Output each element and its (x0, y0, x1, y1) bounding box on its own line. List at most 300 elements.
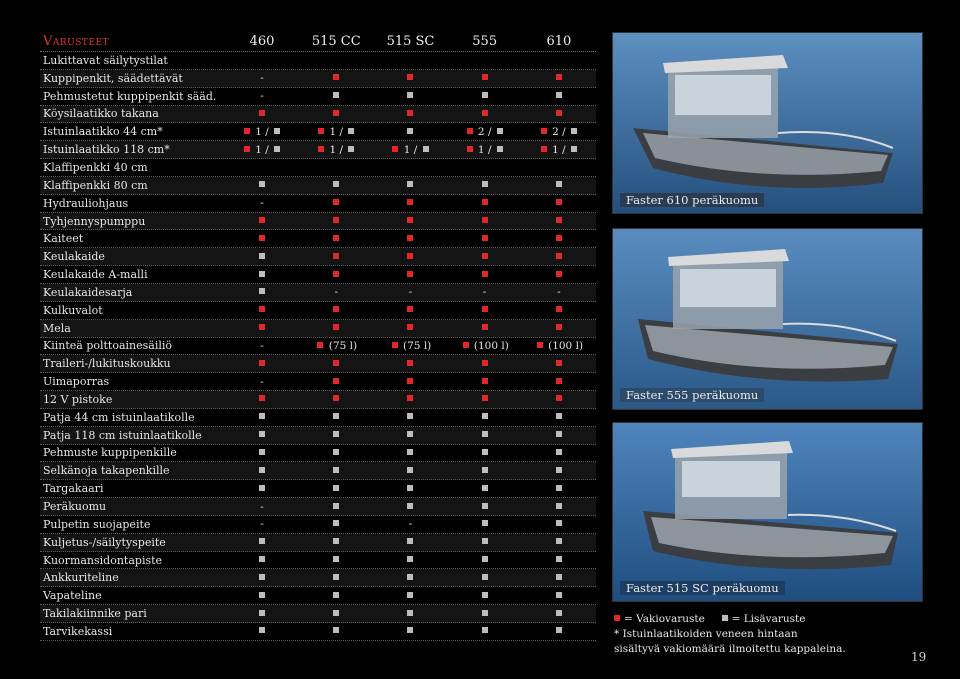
cell-515cc (299, 536, 373, 548)
equipment-name: Kulkuvalot (43, 303, 103, 317)
standard-marker-icon (482, 271, 488, 277)
cell-555 (448, 465, 522, 477)
cell-555 (448, 501, 522, 513)
cell-515sc (373, 144, 447, 156)
optional-marker-icon (259, 271, 265, 277)
cell-515cc (299, 126, 373, 138)
optional-marker-icon (571, 146, 577, 152)
cell-460 (225, 572, 299, 584)
cell-text: l) (349, 339, 358, 352)
optional-marker-icon (333, 449, 339, 455)
cell-555 (448, 179, 522, 191)
cell-515cc (299, 358, 373, 370)
optional-marker-icon (333, 485, 339, 491)
optional-marker-icon (407, 627, 413, 633)
cell-610 (522, 233, 596, 245)
cell-515sc (373, 108, 447, 120)
cell-610 (522, 72, 596, 84)
standard-marker-icon (333, 360, 339, 366)
standard-marker-icon (482, 74, 488, 80)
standard-marker-icon (537, 342, 543, 348)
optional-marker-icon (482, 413, 488, 419)
optional-marker-icon (259, 181, 265, 187)
optional-marker-icon (556, 627, 562, 633)
equipment-name: Hydrauliohjaus (43, 196, 129, 210)
standard-marker-icon (407, 378, 413, 384)
equipment-name: Uimaporras (43, 375, 110, 389)
cell-text: - (260, 197, 264, 210)
cell-text: - (260, 90, 264, 103)
cell-555 (448, 126, 522, 138)
optional-marker-icon (333, 556, 339, 562)
standard-marker-icon (482, 395, 488, 401)
boat-image-515sc (613, 423, 922, 601)
optional-marker-icon (333, 538, 339, 544)
equipment-name: Istuinlaatikko 44 cm* (43, 125, 163, 139)
cell-610 (522, 269, 596, 281)
optional-marker-icon (497, 128, 503, 134)
cell-610 (522, 536, 596, 548)
standard-marker-icon (333, 253, 339, 259)
standard-marker-icon (556, 74, 562, 80)
standard-marker-icon (259, 306, 265, 312)
cell-text: (100 (544, 339, 576, 352)
cell-555 (448, 536, 522, 548)
table-row (40, 159, 596, 177)
standard-marker-icon (317, 342, 323, 348)
cell-610 (522, 108, 596, 120)
optional-marker-icon (333, 503, 339, 509)
cell-text: / (265, 125, 273, 138)
table-row (40, 141, 596, 159)
standard-marker-icon (463, 342, 469, 348)
cell-515cc (299, 90, 373, 102)
cell-460 (225, 179, 299, 191)
table-row (40, 552, 596, 570)
standard-marker-icon (467, 128, 473, 134)
cell-515cc (299, 322, 373, 334)
equipment-name: Keulakaide A-malli (43, 268, 148, 282)
equipment-name: Kuppipenkit, säädettävät (43, 71, 183, 85)
optional-marker-icon (259, 538, 265, 544)
cell-515cc (299, 108, 373, 120)
cell-555 (448, 393, 522, 405)
optional-marker-icon (407, 431, 413, 437)
equipment-name: Mela (43, 321, 71, 335)
equipment-name: Köysilaatikko takana (43, 107, 159, 121)
cell-515cc (299, 590, 373, 602)
equipment-name: Pehmuste kuppipenkille (43, 446, 177, 460)
cell-515cc (299, 483, 373, 495)
equipment-name: Istuinlaatikko 118 cm* (43, 143, 170, 157)
cell-515sc (373, 322, 447, 334)
table-row (40, 266, 596, 284)
cell-555 (448, 269, 522, 281)
cell-610 (522, 483, 596, 495)
cell-text: / (339, 143, 347, 156)
cell-460 (225, 322, 299, 334)
cell-460 (225, 393, 299, 405)
standard-marker-icon (259, 395, 265, 401)
optional-marker-icon (407, 556, 413, 562)
table-row (40, 177, 596, 195)
cell-515sc (373, 376, 447, 388)
optional-marker-icon (482, 485, 488, 491)
page-number: 19 (911, 650, 927, 664)
cell-610 (522, 608, 596, 620)
cell-460 (225, 465, 299, 477)
cell-555 (448, 340, 522, 352)
table-row (40, 498, 596, 516)
cell-460 (225, 251, 299, 263)
cell-515sc (373, 126, 447, 138)
optional-marker-icon (274, 128, 280, 134)
cell-555 (448, 554, 522, 566)
standard-marker-icon (407, 271, 413, 277)
legend (614, 612, 846, 657)
cell-text: / (487, 125, 495, 138)
cell-555 (448, 590, 522, 602)
table-row (40, 462, 596, 480)
optional-marker-icon (482, 627, 488, 633)
cell-text: (75 (399, 339, 424, 352)
cell-515sc (373, 590, 447, 602)
equipment-name: Takilakiinnike pari (43, 607, 147, 621)
cell-text: 1 (400, 143, 414, 156)
boat-photo-555 (612, 228, 923, 410)
cell-460 (225, 411, 299, 423)
cell-460 (225, 144, 299, 156)
cell-555 (448, 251, 522, 263)
cell-515sc (373, 554, 447, 566)
cell-text: - (408, 286, 413, 299)
equipment-name: Ankkuriteline (43, 571, 119, 585)
standard-marker-icon (259, 360, 265, 366)
optional-marker-icon (333, 610, 339, 616)
cell-460 (225, 429, 299, 441)
cell-610 (522, 358, 596, 370)
cell-555 (448, 429, 522, 441)
cell-610 (522, 447, 596, 459)
cell-555 (448, 411, 522, 423)
cell-515sc (373, 501, 447, 513)
optional-marker-icon (259, 610, 265, 616)
table-title: Varusteet (43, 34, 110, 49)
standard-marker-icon (482, 199, 488, 205)
cell-515cc (299, 465, 373, 477)
cell-555 (448, 144, 522, 156)
cell-text: - (260, 339, 264, 352)
caption-515sc: Faster 515 SC peräkuomu (620, 581, 785, 595)
cell-515cc (299, 501, 373, 513)
optional-marker-icon (407, 485, 413, 491)
optional-marker-icon (482, 181, 488, 187)
standard-marker-icon (556, 235, 562, 241)
standard-marker-icon (482, 306, 488, 312)
caption-610: Faster 610 peräkuomu (620, 193, 764, 207)
optional-marker-icon (482, 538, 488, 544)
cell-text: 2 (474, 125, 488, 138)
cell-460 (225, 608, 299, 620)
cell-610 (522, 251, 596, 263)
cell-555 (448, 215, 522, 227)
cell-515sc (373, 340, 447, 352)
optional-marker-icon (556, 538, 562, 544)
optional-marker-icon (259, 431, 265, 437)
optional-marker-icon (482, 503, 488, 509)
legend-note-line1: * Istuinlaatikoiden veneen hintaan (614, 628, 798, 640)
optional-marker-icon (259, 253, 265, 259)
optional-marker-icon (259, 556, 265, 562)
cell-text: - (408, 518, 413, 531)
equipment-name: Vapateline (43, 589, 102, 603)
cell-460 (225, 269, 299, 281)
cell-text: / (562, 125, 570, 138)
optional-marker-icon (482, 556, 488, 562)
optional-marker-icon (407, 413, 413, 419)
standard-marker-icon (556, 110, 562, 116)
table-row (40, 302, 596, 320)
cell-460 (225, 554, 299, 566)
cell-610 (522, 322, 596, 334)
optional-marker-icon (556, 181, 562, 187)
table-row (40, 373, 596, 391)
cell-515sc (373, 358, 447, 370)
cell-text: - (557, 286, 561, 299)
cell-460 (225, 536, 299, 548)
table-row (40, 88, 596, 106)
cell-610 (522, 393, 596, 405)
cell-515cc (299, 340, 373, 352)
standard-marker-icon (333, 235, 339, 241)
table-header (40, 32, 596, 52)
table-row (40, 195, 596, 213)
standard-marker-icon (333, 110, 339, 116)
equipment-name: Kiinteä polttoainesäiliö (43, 339, 173, 353)
standard-marker-icon (556, 306, 562, 312)
optional-marker-icon (259, 413, 265, 419)
cell-515sc (373, 608, 447, 620)
standard-marker-icon (556, 253, 562, 259)
cell-610 (522, 126, 596, 138)
cell-515cc (299, 554, 373, 566)
standard-marker-icon (333, 74, 339, 80)
optional-marker-icon (333, 181, 339, 187)
optional-marker-icon (407, 592, 413, 598)
table-row (40, 480, 596, 498)
cell-515sc (373, 90, 447, 102)
cell-515cc (299, 376, 373, 388)
equipment-name: Kuljetus-/säilytyspeite (43, 535, 166, 549)
cell-460 (225, 286, 299, 298)
optional-marker-icon (274, 146, 280, 152)
cell-text: - (260, 518, 264, 531)
cell-text: l) (423, 339, 432, 352)
cell-515cc (299, 304, 373, 316)
standard-marker-icon (318, 128, 324, 134)
cell-text: - (260, 72, 264, 85)
cell-460 (225, 233, 299, 245)
cell-515sc (373, 233, 447, 245)
optional-marker-icon (722, 615, 728, 621)
cell-515sc (373, 411, 447, 423)
optional-marker-icon (556, 92, 562, 98)
cell-610 (522, 376, 596, 388)
optional-marker-icon (556, 431, 562, 437)
optional-marker-icon (556, 574, 562, 580)
standard-marker-icon (244, 146, 250, 152)
optional-marker-icon (348, 146, 354, 152)
standard-marker-icon (482, 217, 488, 223)
cell-515sc (373, 447, 447, 459)
cell-610 (522, 197, 596, 209)
optional-marker-icon (482, 610, 488, 616)
equipment-name: Pehmustetut kuppipenkit sääd. (43, 89, 217, 103)
cell-text: 1 (474, 143, 488, 156)
cell-515cc (299, 72, 373, 84)
standard-marker-icon (556, 395, 562, 401)
optional-marker-icon (556, 610, 562, 616)
cell-515sc (373, 465, 447, 477)
cell-460 (225, 215, 299, 227)
cell-515cc (299, 429, 373, 441)
table-row (40, 427, 596, 445)
table-row (40, 587, 596, 605)
cell-515cc (299, 286, 373, 298)
optional-marker-icon (556, 520, 562, 526)
equipment-name: 12 V pistoke (43, 392, 113, 406)
cell-515cc (299, 518, 373, 530)
cell-515sc (373, 536, 447, 548)
cell-515cc (299, 447, 373, 459)
cell-555 (448, 608, 522, 620)
optional-marker-icon (333, 431, 339, 437)
cell-610 (522, 429, 596, 441)
cell-text: (100 (470, 339, 502, 352)
standard-marker-icon (556, 360, 562, 366)
standard-marker-icon (333, 217, 339, 223)
cell-610 (522, 144, 596, 156)
equipment-name: Tyhjennyspumppu (43, 214, 146, 228)
equipment-name: Keulakaidesarja (43, 285, 133, 299)
legend-optional-label: = Lisävaruste (731, 613, 806, 625)
cell-555 (448, 233, 522, 245)
standard-marker-icon (244, 128, 250, 134)
cell-460 (225, 447, 299, 459)
optional-marker-icon (259, 574, 265, 580)
standard-marker-icon (482, 378, 488, 384)
cell-text: (75 (325, 339, 350, 352)
cell-515sc (373, 72, 447, 84)
cell-460 (225, 304, 299, 316)
cell-610 (522, 625, 596, 637)
cell-515cc (299, 572, 373, 584)
cell-text: l) (575, 339, 584, 352)
cell-610 (522, 501, 596, 513)
cell-460 (225, 126, 299, 138)
equipment-table (40, 32, 596, 641)
cell-text: / (562, 143, 570, 156)
cell-515cc (299, 269, 373, 281)
cell-610 (522, 286, 596, 298)
optional-marker-icon (497, 146, 503, 152)
table-row (40, 284, 596, 302)
cell-555 (448, 518, 522, 530)
equipment-name: Targakaari (43, 482, 104, 496)
cell-515cc (299, 608, 373, 620)
standard-marker-icon (482, 360, 488, 366)
boat-image-555 (613, 229, 922, 409)
table-row (40, 355, 596, 373)
standard-marker-icon (407, 395, 413, 401)
equipment-name: Traileri-/lukituskoukku (43, 357, 171, 371)
optional-marker-icon (556, 556, 562, 562)
optional-marker-icon (407, 503, 413, 509)
table-row (40, 123, 596, 141)
table-row (40, 230, 596, 248)
cell-555 (448, 286, 522, 298)
model-555-header: 555 (472, 34, 498, 49)
cell-460 (225, 108, 299, 120)
standard-marker-icon (333, 199, 339, 205)
standard-marker-icon (541, 128, 547, 134)
cell-515sc (373, 393, 447, 405)
cell-515sc (373, 251, 447, 263)
equipment-name: Pulpetin suojapeite (43, 517, 151, 531)
caption-555: Faster 555 peräkuomu (620, 388, 764, 402)
standard-marker-icon (392, 342, 398, 348)
optional-marker-icon (259, 449, 265, 455)
cell-text: / (265, 143, 273, 156)
cell-text: 2 (548, 125, 563, 138)
equipment-name: Kuormansidontapiste (43, 553, 163, 567)
optional-marker-icon (423, 146, 429, 152)
cell-555 (448, 322, 522, 334)
cell-text: / (487, 143, 495, 156)
optional-marker-icon (482, 592, 488, 598)
standard-marker-icon (333, 271, 339, 277)
optional-marker-icon (482, 467, 488, 473)
equipment-name: Lukittavat säilytystilat (43, 53, 168, 67)
cell-555 (448, 483, 522, 495)
cell-515cc (299, 393, 373, 405)
standard-marker-icon (392, 146, 398, 152)
table-body (40, 52, 596, 641)
cell-460 (225, 358, 299, 370)
cell-460 (225, 376, 299, 388)
optional-marker-icon (556, 413, 562, 419)
table-row (40, 320, 596, 338)
cell-text: - (334, 286, 339, 299)
optional-marker-icon (482, 449, 488, 455)
cell-515sc (373, 286, 447, 298)
cell-515sc (373, 429, 447, 441)
cell-555 (448, 108, 522, 120)
cell-text: - (482, 286, 487, 299)
cell-515cc (299, 197, 373, 209)
standard-marker-icon (318, 146, 324, 152)
table-row (40, 534, 596, 552)
boat-photo-515sc (612, 422, 923, 602)
legend-note-line2: sisältyvä vakiomäärä ilmoitettu kappaleina. (614, 643, 846, 655)
standard-marker-icon (556, 271, 562, 277)
optional-marker-icon (407, 538, 413, 544)
cell-555 (448, 376, 522, 388)
cell-515sc (373, 572, 447, 584)
optional-marker-icon (482, 92, 488, 98)
cell-text: 1 (251, 143, 266, 156)
standard-marker-icon (333, 324, 339, 330)
